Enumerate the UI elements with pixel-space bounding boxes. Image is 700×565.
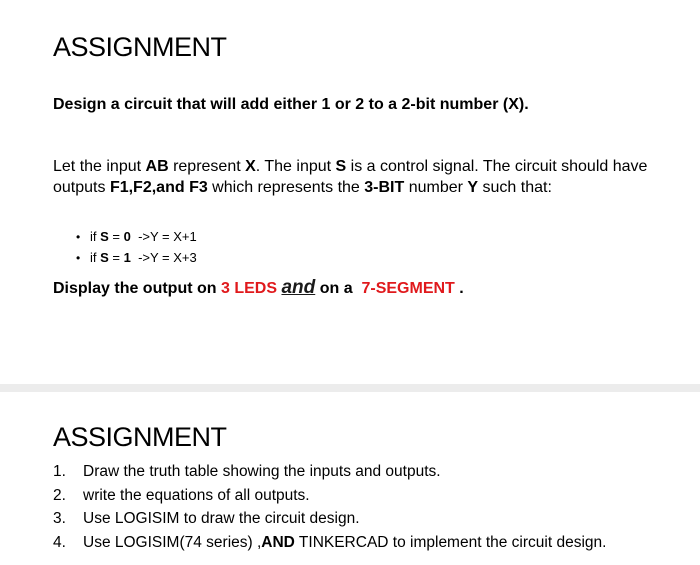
step-text-part: Use LOGISIM(74 series) , xyxy=(83,533,262,551)
step-text-part: TINKERCAD to implement the circuit design. xyxy=(294,533,607,551)
step-item xyxy=(53,509,653,529)
desc-text: which represents the xyxy=(207,179,365,196)
slide-title: ASSIGNMENT xyxy=(53,32,227,62)
display-text: on a xyxy=(315,280,362,297)
step-bold-and: AND xyxy=(261,533,295,551)
assignment-subtitle: Design a circuit that will add either 1 or 2 to a 2-bit number (X). xyxy=(53,96,529,113)
display-text: . xyxy=(454,280,464,297)
slide-title: ASSIGNMENT xyxy=(53,422,227,452)
step-text: write the equations of all outputs. xyxy=(83,486,310,504)
step-number: 4. xyxy=(53,533,66,551)
cond-text: ->Y = X+1 xyxy=(130,229,197,244)
and-emphasis: and xyxy=(281,277,316,298)
cond-text: ->Y = X+3 xyxy=(130,250,197,265)
problem-description xyxy=(53,156,653,198)
display-text: Display the output on xyxy=(53,280,221,297)
desc-text: . The input xyxy=(255,158,336,175)
desc-text: is a control signal. The circuit should have outputs xyxy=(53,158,648,196)
slide-bottom xyxy=(0,392,700,565)
desc-bold-y: Y xyxy=(467,179,479,196)
cond-value: 1 xyxy=(123,250,131,265)
step-text: Use LOGISIM to draw the circuit design. xyxy=(83,510,360,527)
desc-bold-outputs: F1,F2,and F3 xyxy=(109,179,208,196)
cond-text: = xyxy=(108,250,124,265)
display-instruction xyxy=(53,277,464,299)
step-item xyxy=(53,462,653,482)
desc-text: such that: xyxy=(478,179,552,196)
step-item xyxy=(53,486,653,506)
desc-text: represent xyxy=(168,158,246,175)
bullet-icon: • xyxy=(76,230,81,244)
cond-text: if xyxy=(90,229,101,244)
cond-text: if xyxy=(90,250,101,265)
cond-s: S xyxy=(100,229,109,244)
desc-text: Let the input xyxy=(53,158,146,175)
desc-text: number xyxy=(404,179,468,196)
step-item xyxy=(53,533,653,553)
desc-bold-3bit: 3-BIT xyxy=(364,179,405,196)
desc-bold-x: X xyxy=(245,158,256,175)
leds-highlight: 3 LEDS xyxy=(221,280,278,297)
cond-value: 0 xyxy=(123,229,131,244)
desc-bold-ab: AB xyxy=(145,158,169,175)
condition-item xyxy=(76,247,197,268)
step-text: Draw the truth table showing the inputs and outputs. xyxy=(83,463,441,480)
cond-s: S xyxy=(100,250,109,265)
bullet-icon: • xyxy=(76,251,81,265)
steps-list xyxy=(53,462,653,556)
step-number: 2. xyxy=(53,486,66,504)
segment-highlight: 7-SEGMENT xyxy=(361,280,455,297)
step-number: 1. xyxy=(53,463,66,480)
desc-bold-s: S xyxy=(335,158,347,175)
step-text xyxy=(83,533,653,553)
condition-item xyxy=(76,226,197,247)
step-number: 3. xyxy=(53,510,66,527)
cond-text: = xyxy=(108,229,124,244)
condition-list xyxy=(76,226,197,268)
